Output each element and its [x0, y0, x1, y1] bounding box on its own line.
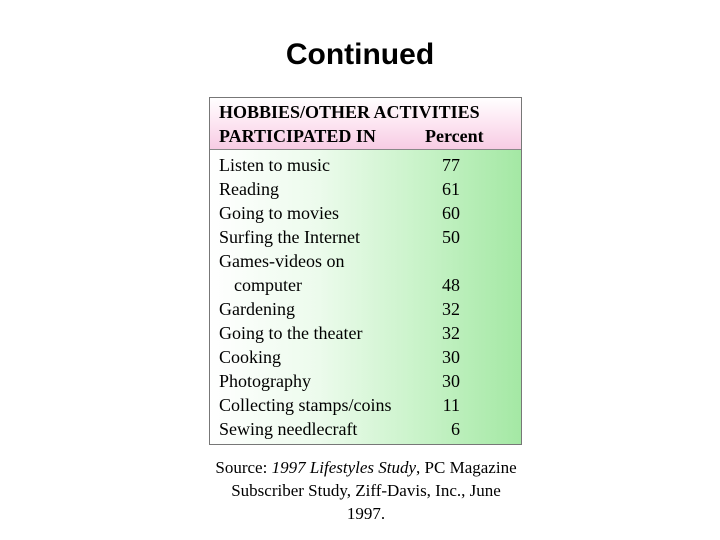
- activity-label: Sewing needlecraft: [219, 419, 358, 439]
- table-row: [210, 155, 521, 179]
- activity-label: Going to the theater: [219, 323, 363, 343]
- activity-label: Reading: [219, 179, 279, 199]
- percent-value: 11: [442, 395, 460, 415]
- source-details: , PC Magazine Subscriber Study, Ziff-Davis, Inc., June 1997.: [231, 458, 517, 523]
- activity-label: Surfing the Internet: [219, 227, 360, 247]
- activity-label: Cooking: [219, 347, 282, 367]
- table-row: [210, 179, 521, 203]
- table-row: [210, 227, 521, 251]
- activity-label: Going to movies: [219, 203, 339, 223]
- header-percent: Percent: [425, 126, 484, 146]
- percent-value: 32: [442, 299, 460, 319]
- table-row: [210, 323, 521, 347]
- table-row: [210, 251, 521, 275]
- table-row: [210, 299, 521, 323]
- percent-value: 6: [451, 419, 460, 439]
- source-citation: [210, 456, 522, 525]
- slide-title: Continued: [285, 38, 435, 71]
- source-prefix: Source:: [215, 458, 272, 477]
- table-row: [210, 203, 521, 227]
- activity-label: Listen to music: [219, 155, 330, 175]
- activity-label: Photography: [219, 371, 311, 391]
- activity-label: Games-videos on: [219, 251, 345, 271]
- activity-label: Collecting stamps/coins: [219, 395, 392, 415]
- hobbies-table: [209, 97, 522, 445]
- percent-value: 50: [442, 227, 460, 247]
- percent-value: 77: [442, 155, 460, 175]
- percent-value: 48: [442, 275, 460, 295]
- table-header: [210, 98, 521, 150]
- percent-value: 61: [442, 179, 460, 199]
- table-row: [210, 395, 521, 419]
- activity-label: computer: [234, 275, 302, 295]
- percent-value: 32: [442, 323, 460, 343]
- percent-value: 60: [442, 203, 460, 223]
- table-row: [210, 419, 521, 443]
- table-row: [210, 371, 521, 395]
- header-participated: PARTICIPATED IN: [219, 126, 376, 146]
- source-study-title: 1997 Lifestyles Study: [271, 458, 417, 477]
- percent-value: 30: [442, 371, 460, 391]
- activity-label: Gardening: [219, 299, 295, 319]
- table-row: [210, 347, 521, 371]
- percent-value: 30: [442, 347, 460, 367]
- table-row: [210, 275, 521, 299]
- header-activities: HOBBIES/OTHER ACTIVITIES: [219, 102, 480, 122]
- table-body: [210, 150, 521, 444]
